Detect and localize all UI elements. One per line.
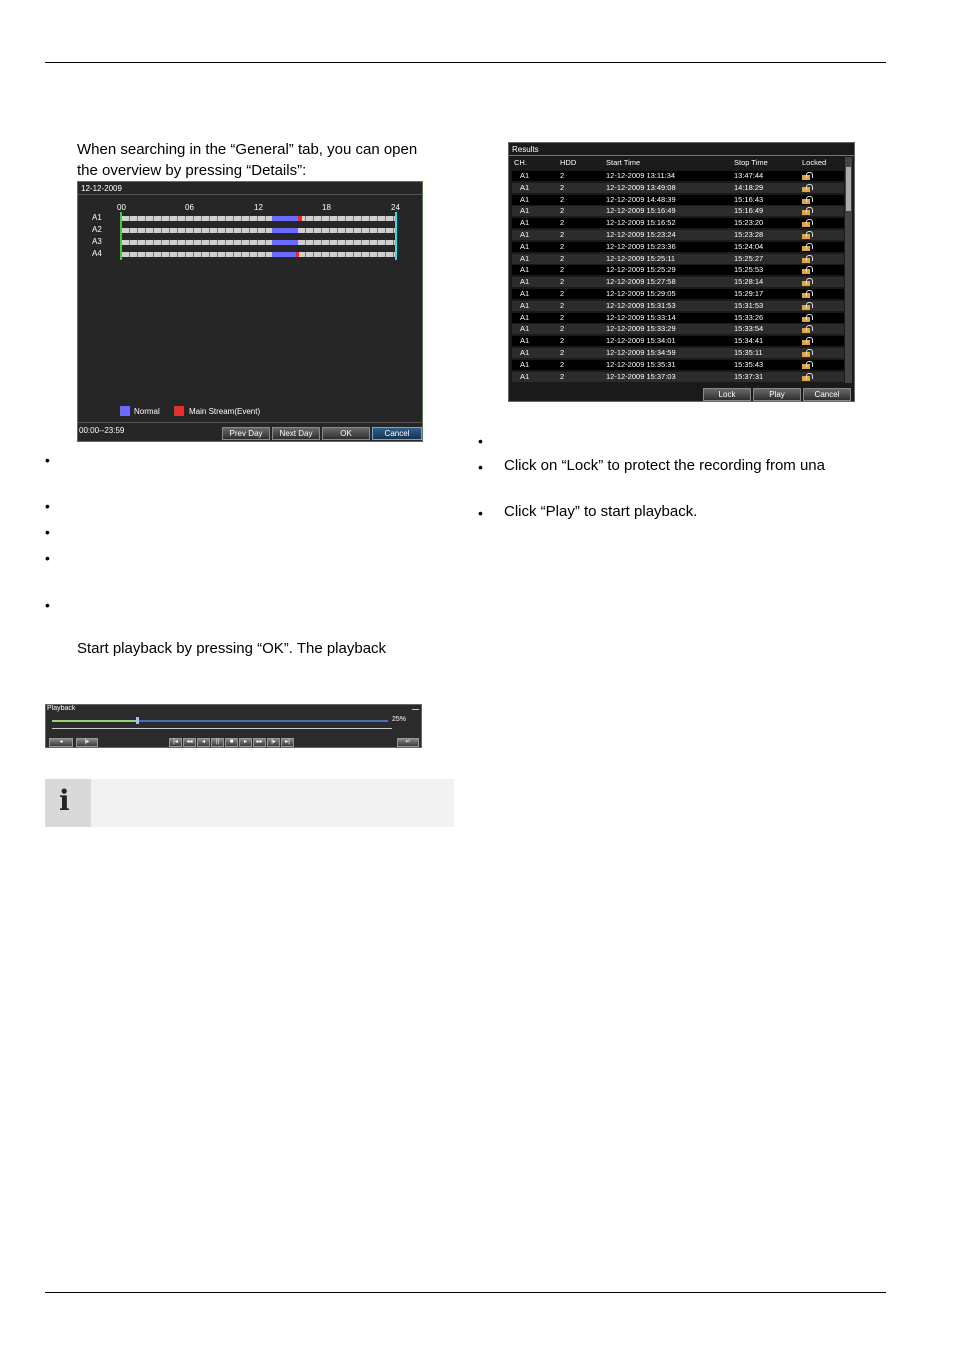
info-icon-box <box>45 779 91 827</box>
hour-tick: 18 <box>322 203 331 212</box>
column-header[interactable]: Stop Time <box>734 158 768 167</box>
padlock-open-icon[interactable] <box>802 361 812 369</box>
details-timeline-panel <box>77 181 423 442</box>
table-cell: 13:47:44 <box>734 171 764 180</box>
table-cell: 2 <box>560 171 565 180</box>
table-cell: A1 <box>520 241 530 251</box>
table-cell: 12-12-2009 15:23:36 <box>606 241 676 251</box>
results-header-row <box>512 157 844 169</box>
event-recording-segment <box>296 252 299 257</box>
table-cell: 12-12-2009 15:23:24 <box>606 230 676 239</box>
padlock-open-icon[interactable] <box>802 266 812 274</box>
normal-recording-segment <box>272 216 298 221</box>
table-cell: 2 <box>560 324 565 334</box>
table-cell: 2 <box>560 289 565 298</box>
play-instruction: Click “Play” to start playback. <box>504 503 698 520</box>
table-cell: A1 <box>520 336 530 346</box>
channel-label: A3 <box>92 237 102 246</box>
play-button[interactable]: ▸ <box>239 738 252 747</box>
bullet-dot: • <box>478 505 483 521</box>
timeline-end-marker <box>395 212 397 260</box>
table-cell: 14:18:29 <box>734 182 764 192</box>
bullet-dot: • <box>478 433 483 449</box>
table-cell: 12-12-2009 15:34:01 <box>606 336 676 346</box>
results-title-divider <box>509 155 854 156</box>
table-cell: A1 <box>520 265 530 275</box>
table-cell: 12-12-2009 13:11:34 <box>606 171 676 180</box>
table-row[interactable] <box>512 360 844 370</box>
padlock-shackle <box>806 266 813 272</box>
padlock-shackle <box>806 361 813 367</box>
event-swatch <box>174 406 184 416</box>
results-scrollbar[interactable] <box>845 157 852 383</box>
scrollbar-thumb[interactable] <box>846 167 851 211</box>
hour-tick: 00 <box>117 203 126 212</box>
table-row[interactable] <box>512 289 844 299</box>
table-row[interactable] <box>512 265 844 275</box>
table-cell: 2 <box>560 312 565 322</box>
padlock-shackle <box>806 255 813 261</box>
details-date: 12-12-2009 <box>81 184 122 193</box>
table-cell: 12-12-2009 15:35:31 <box>606 359 676 369</box>
playback-progress-track[interactable] <box>52 720 388 722</box>
normal-swatch <box>120 406 130 416</box>
padlock-shackle <box>806 172 813 178</box>
padlock-open-icon[interactable] <box>802 290 812 298</box>
table-row[interactable] <box>512 301 844 311</box>
table-cell: 15:28:14 <box>734 277 764 287</box>
table-cell: A1 <box>520 171 530 180</box>
table-cell: 12-12-2009 15:25:11 <box>606 253 676 263</box>
padlock-open-icon[interactable] <box>802 314 812 322</box>
table-row[interactable] <box>512 372 844 382</box>
table-cell: 15:35:11 <box>734 348 763 357</box>
table-cell: A1 <box>520 312 530 322</box>
table-cell: A1 <box>520 182 530 192</box>
table-cell: 15:37:31 <box>734 371 764 381</box>
table-cell: 12-12-2009 15:33:29 <box>606 324 676 334</box>
table-cell: 15:23:20 <box>734 218 764 228</box>
table-cell: 2 <box>560 265 565 275</box>
padlock-shackle <box>806 184 813 190</box>
table-row[interactable] <box>512 183 844 193</box>
table-cell: 2 <box>560 230 565 239</box>
first-button[interactable]: |◂ <box>169 738 182 747</box>
table-cell: 15:34:41 <box>734 336 764 346</box>
padlock-shackle <box>806 337 813 343</box>
table-row[interactable] <box>512 313 844 323</box>
padlock-shackle <box>806 325 813 331</box>
table-cell: 12-12-2009 15:33:14 <box>606 312 676 322</box>
padlock-open-icon[interactable] <box>802 255 812 263</box>
rewind-button[interactable]: ◂ <box>197 738 210 747</box>
table-row[interactable] <box>512 171 844 181</box>
table-cell: 12-12-2009 15:16:49 <box>606 206 676 216</box>
table-cell: 2 <box>560 241 565 251</box>
timeline-track-a4[interactable] <box>122 252 395 257</box>
playback-percent: 25% <box>392 716 407 723</box>
info-note-box <box>45 779 454 827</box>
table-cell: 2 <box>560 218 565 228</box>
table-cell: A1 <box>520 194 530 204</box>
time-range: 00:00--23:59 <box>79 426 125 435</box>
playback-title: Playback <box>47 705 76 712</box>
table-cell: A1 <box>520 359 530 369</box>
table-cell: A1 <box>520 218 530 228</box>
stop-button[interactable]: ■ <box>225 738 238 747</box>
padlock-open-icon[interactable] <box>802 278 812 286</box>
table-cell: 15:35:43 <box>734 359 764 369</box>
playback-control-bar <box>45 704 422 748</box>
table-cell: 2 <box>560 206 565 216</box>
cancel-button[interactable]: Cancel <box>803 388 851 401</box>
timeline-track-a3[interactable] <box>122 240 395 245</box>
table-cell: A1 <box>520 348 530 357</box>
table-cell: 12-12-2009 15:31:53 <box>606 300 676 310</box>
table-cell: 12-12-2009 15:29:05 <box>606 289 676 298</box>
bullet-dot: • <box>45 498 50 514</box>
table-row[interactable] <box>512 277 844 287</box>
table-cell: 12-12-2009 15:27:58 <box>606 277 676 287</box>
legend-event-label: Main Stream(Event) <box>189 407 261 416</box>
table-row[interactable] <box>512 230 844 240</box>
table-row[interactable] <box>512 324 844 334</box>
table-cell: 2 <box>560 371 565 381</box>
info-icon: i <box>59 784 70 817</box>
table-cell: 2 <box>560 277 565 287</box>
table-cell: A1 <box>520 371 530 381</box>
table-cell: 15:16:49 <box>734 206 764 216</box>
step-forward-button[interactable]: |▸ <box>267 738 280 747</box>
padlock-open-icon[interactable] <box>802 337 812 345</box>
intro-line-1: When searching in the “General” tab, you can open <box>77 141 418 158</box>
table-cell: A1 <box>520 289 530 298</box>
channel-label: A1 <box>92 213 102 222</box>
padlock-open-icon[interactable] <box>802 243 812 251</box>
footer-rule <box>45 1292 886 1293</box>
timeline-start-marker <box>120 212 122 260</box>
padlock-shackle <box>806 290 813 296</box>
close-icon[interactable] <box>412 706 419 710</box>
start-playback-text: Start playback by pressing “OK”. The playback <box>77 640 387 657</box>
table-row[interactable] <box>512 218 844 228</box>
table-cell: 15:25:27 <box>734 253 764 263</box>
event-recording-segment <box>298 216 302 221</box>
table-row[interactable] <box>512 206 844 216</box>
table-cell: 12-12-2009 15:25:29 <box>606 265 676 275</box>
bullet-dot: • <box>45 597 50 613</box>
prev-day-button[interactable]: Prev Day <box>222 427 270 440</box>
results-title: Results <box>512 145 539 154</box>
play-button[interactable]: Play <box>753 388 801 401</box>
table-cell: 15:31:53 <box>734 300 764 310</box>
table-cell: 12-12-2009 14:48:39 <box>606 194 676 204</box>
table-cell: 2 <box>560 253 565 263</box>
bullet-dot: • <box>45 524 50 540</box>
padlock-open-icon[interactable] <box>802 349 812 357</box>
cancel-button[interactable]: Cancel <box>372 427 422 440</box>
column-header[interactable]: Locked <box>802 158 827 167</box>
table-cell: 12-12-2009 15:34:59 <box>606 348 676 357</box>
padlock-open-icon[interactable] <box>802 207 812 215</box>
table-cell: A1 <box>520 277 530 287</box>
playback-slider-handle[interactable] <box>136 717 139 724</box>
lock-button[interactable]: Lock <box>703 388 751 401</box>
ok-button[interactable]: OK <box>322 427 370 440</box>
padlock-open-icon[interactable] <box>802 231 812 239</box>
rewind-fast-button[interactable]: ◂◂ <box>183 738 196 747</box>
table-cell: 15:23:28 <box>734 230 764 239</box>
column-header[interactable]: CH. <box>514 158 527 167</box>
next-day-button[interactable]: Next Day <box>272 427 320 440</box>
column-header[interactable]: HDD <box>560 158 577 167</box>
table-cell: 12-12-2009 15:37:03 <box>606 371 676 381</box>
table-cell: 2 <box>560 194 565 204</box>
padlock-open-icon[interactable] <box>802 172 812 180</box>
table-row[interactable] <box>512 336 844 346</box>
table-cell: 2 <box>560 182 565 192</box>
table-cell: 15:29:17 <box>734 289 764 298</box>
table-cell: 15:25:53 <box>734 265 764 275</box>
column-header[interactable]: Start Time <box>606 158 641 167</box>
hour-tick: 12 <box>254 203 263 212</box>
table-cell: 15:33:54 <box>734 324 764 334</box>
header-rule <box>45 62 886 63</box>
footer-divider <box>78 422 422 423</box>
padlock-shackle <box>806 219 813 225</box>
channel-label: A2 <box>92 225 102 234</box>
normal-recording-segment <box>272 252 296 257</box>
table-cell: A1 <box>520 206 530 216</box>
table-row[interactable] <box>512 195 844 205</box>
padlock-shackle <box>806 231 813 237</box>
table-cell: 15:33:26 <box>734 312 764 322</box>
bullet-dot: • <box>478 459 483 475</box>
exit-button[interactable]: ↵ <box>397 738 419 747</box>
normal-recording-segment <box>272 240 298 245</box>
playback-progress-fill <box>52 720 136 722</box>
padlock-open-icon[interactable] <box>802 373 812 381</box>
table-cell: 12-12-2009 13:49:08 <box>606 182 676 192</box>
table-cell: 15:16:43 <box>734 194 764 204</box>
table-cell: A1 <box>520 253 530 263</box>
padlock-open-icon[interactable] <box>802 219 812 227</box>
playback-secondary-line <box>52 728 392 729</box>
table-cell: 2 <box>560 359 565 369</box>
table-cell: 12-12-2009 15:16:52 <box>606 218 676 228</box>
padlock-shackle <box>806 314 813 320</box>
table-cell: 2 <box>560 336 565 346</box>
forward-button[interactable]: ▸▸ <box>253 738 266 747</box>
table-row[interactable] <box>512 254 844 264</box>
padlock-open-icon[interactable] <box>802 302 812 310</box>
bullet-dot: • <box>45 452 50 468</box>
channel-label: A4 <box>92 249 102 258</box>
hour-tick: 24 <box>391 203 400 212</box>
volume-button[interactable]: ◂ <box>49 738 73 747</box>
table-row[interactable] <box>512 348 844 358</box>
normal-recording-segment <box>272 228 298 233</box>
bullet-dot: • <box>45 550 50 566</box>
padlock-shackle <box>806 243 813 249</box>
intro-line-2: the overview by pressing “Details”: <box>77 162 307 179</box>
padlock-shackle <box>806 373 813 379</box>
table-cell: 2 <box>560 300 565 310</box>
table-row[interactable] <box>512 242 844 252</box>
hour-tick: 06 <box>185 203 194 212</box>
padlock-shackle <box>806 349 813 355</box>
table-cell: A1 <box>520 300 530 310</box>
pause-button[interactable]: || <box>211 738 224 747</box>
table-cell: 2 <box>560 348 565 357</box>
padlock-shackle <box>806 302 813 308</box>
table-cell: A1 <box>520 230 530 239</box>
last-button[interactable]: ▸| <box>281 738 294 747</box>
lock-instruction: Click on “Lock” to protect the recording from una <box>504 457 825 474</box>
table-cell: 15:24:04 <box>734 241 764 251</box>
title-divider <box>78 194 422 195</box>
results-panel <box>508 142 855 402</box>
padlock-shackle <box>806 196 813 202</box>
padlock-open-icon[interactable] <box>802 184 812 192</box>
clip-button[interactable]: |▸ <box>76 738 98 747</box>
padlock-shackle <box>806 278 813 284</box>
padlock-open-icon[interactable] <box>802 196 812 204</box>
padlock-open-icon[interactable] <box>802 325 812 333</box>
timeline-track-a2[interactable] <box>122 228 395 233</box>
padlock-shackle <box>806 207 813 213</box>
timeline-track-a1[interactable] <box>122 216 395 221</box>
legend-normal-label: Normal <box>134 407 160 416</box>
table-cell: A1 <box>520 324 530 334</box>
